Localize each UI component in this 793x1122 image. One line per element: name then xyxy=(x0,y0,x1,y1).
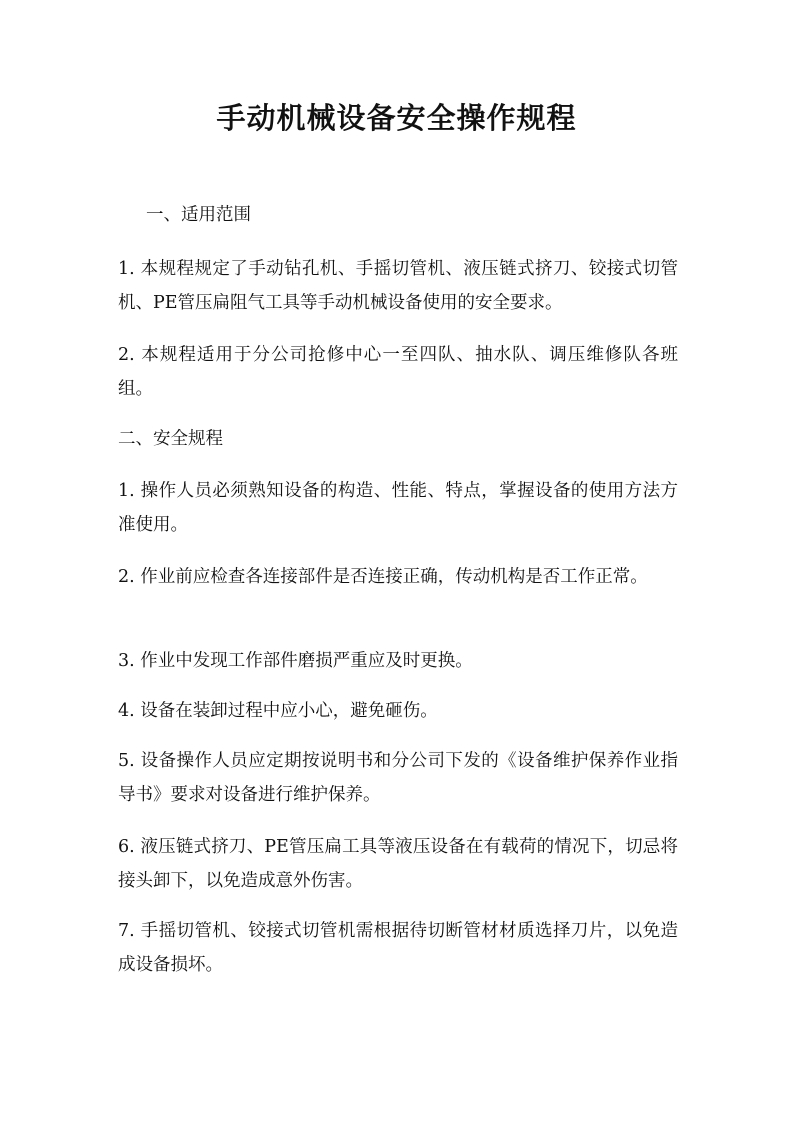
section-heading-rules: 二、安全规程 xyxy=(118,429,223,449)
scope-item-1: 1. 本规程规定了手动钻孔机、手摇切管机、液压链式挤刀、铰接式切管机、PE管压扁阻气工具等手动机械设备使用的安全要求。 xyxy=(118,259,678,313)
rule-item-4: 4. 设备在装卸过程中应小心，避免砸伤。 xyxy=(118,701,438,721)
rule-item-7: 7. 手摇切管机、铰接式切管机需根据待切断管材材质选择刀片，以免造成设备损坏。 xyxy=(118,921,678,975)
scope-item-2: 2. 本规程适用于分公司抢修中心一至四队、抽水队、调压维修队各班组。 xyxy=(118,345,678,399)
rule-item-5: 5. 设备操作人员应定期按说明书和分公司下发的《设备维护保养作业指导书》要求对设备进行维护保养。 xyxy=(118,751,678,805)
rule-item-1: 1. 操作人员必须熟知设备的构造、性能、特点，掌握设备的使用方法方准使用。 xyxy=(118,481,678,535)
section-heading-scope: 一、适用范围 xyxy=(146,205,251,225)
rule-item-6: 6. 液压链式挤刀、PE管压扁工具等液压设备在有载荷的情况下，切忌将接头卸下，以免造成意外伤害。 xyxy=(118,837,678,891)
rule-item-2: 2. 作业前应检查各连接部件是否连接正确，传动机构是否工作正常。 xyxy=(118,567,648,587)
rule-item-3: 3. 作业中发现工作部件磨损严重应及时更换。 xyxy=(118,651,473,671)
document-title: 手动机械设备安全操作规程 xyxy=(216,101,577,135)
